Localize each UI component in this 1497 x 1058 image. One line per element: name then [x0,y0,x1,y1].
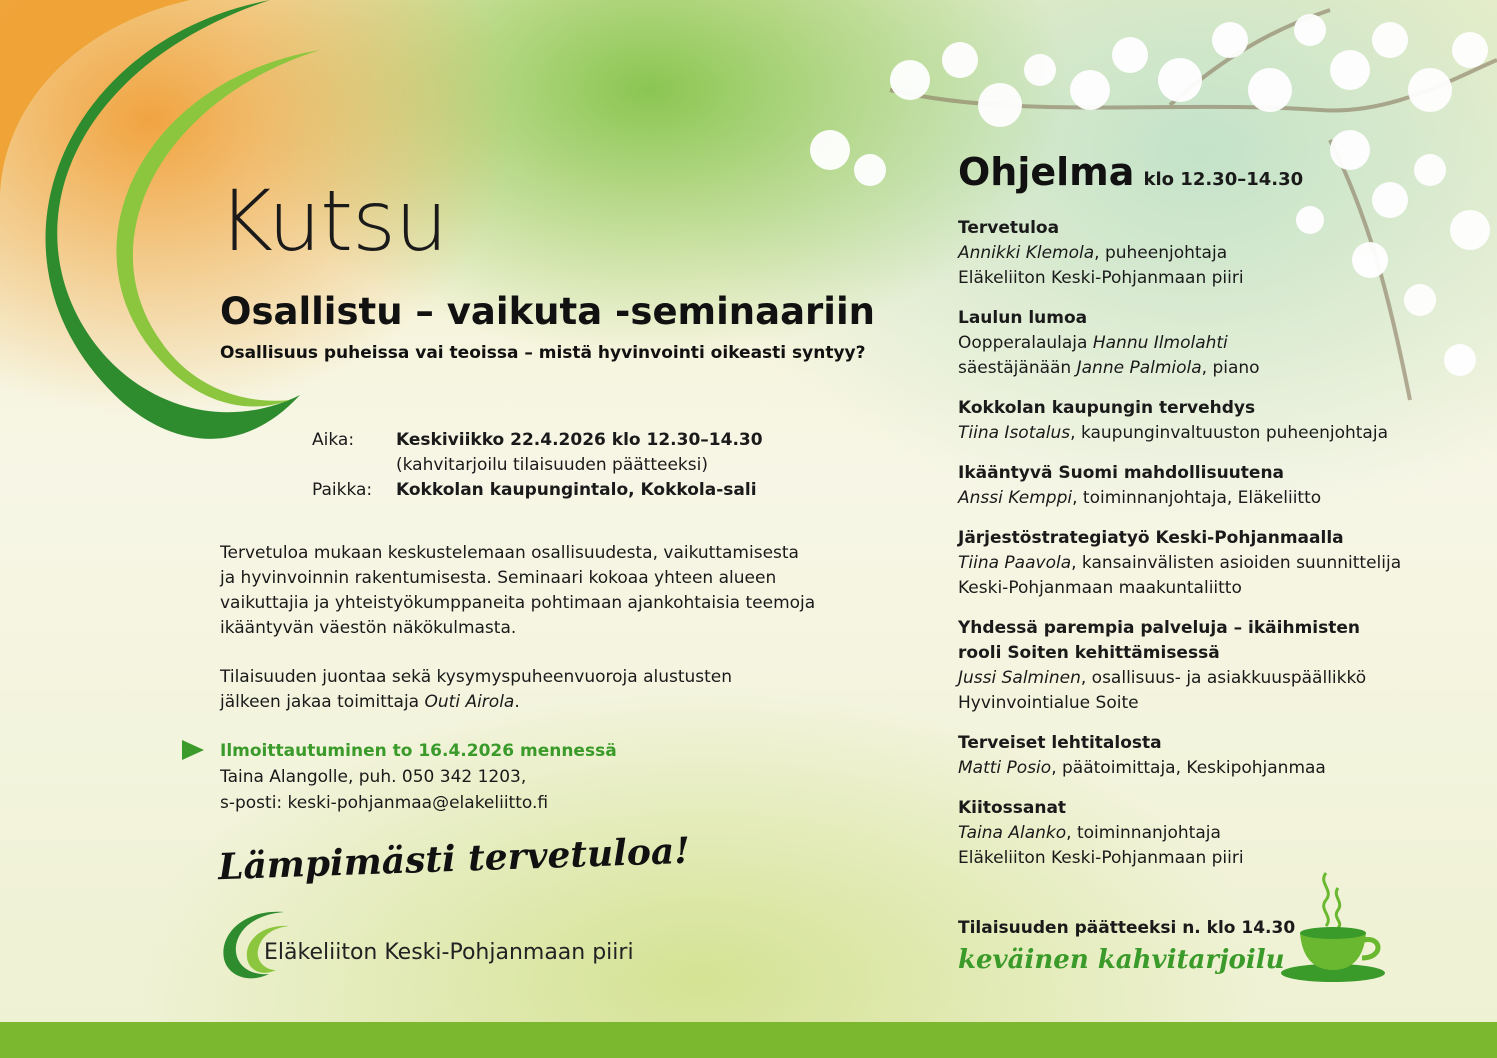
program-item: Ikääntyvä Suomi mahdollisuutena Anssi Kemppi, toiminnanjohtaja, Eläkeliitto [958,461,1458,511]
bottom-bar [0,1022,1497,1058]
program-item: Kiitossanat Taina Alanko, toiminnanjohtaja Eläkeliiton Keski-Pohjanmaan piiri [958,796,1458,871]
place-label: Paikka: [312,480,373,500]
intro-paragraph [220,541,860,641]
host-paragraph [220,665,860,715]
speaker-name: Tiina Paavola [958,553,1072,573]
coffee-cup-icon [1278,868,1394,988]
program-item: Järjestöstrategiatyö Keski-Pohjanmaalla Tiina Paavola, kansainvälisten asioiden suunnittelija Keski-Pohjanmaan maakuntaliitto [958,526,1458,601]
intro-line: Tervetuloa mukaan keskustelemaan osallisuudesta, vaikuttamisesta [220,543,799,563]
seminar-subtitle: Osallisuus puheissa vai teoissa – mistä hyvinvointi oikeasti syntyy? [220,343,866,363]
coffee-text: keväinen kahvitarjoilu [958,945,1285,975]
program-item: Terveiset lehtitalosta Matti Posio, päätoimittaja, Keskipohjanmaa [958,731,1458,781]
speaker-name: Tiina Isotalus [958,423,1071,443]
time-value: Keskiviikko 22.4.2026 klo 12.30–14.30 [396,430,763,450]
host-line: Tilaisuuden juontaa sekä kysymyspuheenvuoroja alustusten [220,667,733,687]
registration-email[interactable]: s-posti: keski-pohjanmaa@elakeliitto.fi [220,793,549,813]
event-info [312,428,763,503]
program-heading-row [958,150,1458,194]
program-item: Yhdessä parempia palveluja – ikäihmisten rooli Soiten kehittämisessä Jussi Salminen, osallisuus- ja asiakkuuspäällikkö Hyvinvointialue Soite [958,616,1458,716]
host-name: Outi Airola [424,692,515,712]
welcome-text: Lämpimästi tervetuloa! [217,829,691,889]
item-title: Järjestöstrategiatyö Keski-Pohjanmaalla [958,528,1344,548]
intro-line: vaikuttajia ja yhteistyökumppaneita pohtimaan ajankohtaisia teemoja [220,593,816,613]
time-note: (kahvitarjoilu tilaisuuden päätteeksi) [396,455,708,475]
speaker-name: Matti Posio [958,758,1052,778]
speaker-name: Janne Palmiola [1076,358,1202,378]
invitation-heading: Kutsu [218,172,448,270]
item-title: Tervetuloa [958,218,1060,238]
speaker-name: Taina Alanko [958,823,1067,843]
program-time: klo 12.30–14.30 [1143,169,1304,190]
item-title: rooli Soiten kehittämisessä [958,643,1220,663]
closing-text: Tilaisuuden päätteeksi n. klo 14.30 [958,918,1296,938]
speaker-name: Hannu Ilmolahti [1092,333,1228,353]
program-heading: Ohjelma [958,150,1135,194]
item-title: Terveiset lehtitalosta [958,733,1162,753]
speaker-name: Anssi Kemppi [958,488,1073,508]
program-item: Tervetuloa Annikki Klemola, puheenjohtaja Eläkeliiton Keski-Pohjanmaan piiri [958,216,1458,291]
host-line: jälkeen jakaa toimittaja Outi Airola. [220,692,520,712]
item-title: Kiitossanat [958,798,1067,818]
seminar-title: Osallistu – vaikuta -seminaariin [220,290,875,333]
item-detail: Keski-Pohjanmaan maakuntaliitto [958,578,1242,598]
registration-deadline: Ilmoittautuminen to 16.4.2026 mennessä [220,741,617,761]
play-arrow-icon [182,740,204,760]
item-detail: Hyvinvointialue Soite [958,693,1139,713]
item-detail: Eläkeliiton Keski-Pohjanmaan piiri [958,268,1244,288]
item-title: Ikääntyvä Suomi mahdollisuutena [958,463,1285,483]
registration [220,738,617,816]
item-title: Kokkolan kaupungin tervehdys [958,398,1256,418]
program-item: Laulun lumoa Oopperalaulaja Hannu Ilmolahti säestäjänään Janne Palmiola, piano [958,306,1458,381]
organization-logo-text: Eläkeliiton Keski-Pohjanmaan piiri [264,940,634,965]
intro-line: ikääntyvän väestön näkökulmasta. [220,618,517,638]
registration-contact: Taina Alangolle, puh. 050 342 1203, [220,767,527,787]
item-title: Laulun lumoa [958,308,1088,328]
item-title: Yhdessä parempia palveluja – ikäihmisten [958,618,1360,638]
program-item: Kokkolan kaupungin tervehdys Tiina Isotalus, kaupunginvaltuuston puheenjohtaja [958,396,1458,446]
speaker-name: Jussi Salminen [958,668,1081,688]
item-detail: Eläkeliiton Keski-Pohjanmaan piiri [958,848,1244,868]
program-section [958,150,1458,886]
program-list [958,216,1458,871]
time-label: Aika: [312,430,355,450]
place-value: Kokkolan kaupungintalo, Kokkola-sali [396,480,757,500]
intro-line: ja hyvinvoinnin rakentumisesta. Seminaari kokoaa yhteen alueen [220,568,777,588]
speaker-name: Annikki Klemola [958,243,1095,263]
